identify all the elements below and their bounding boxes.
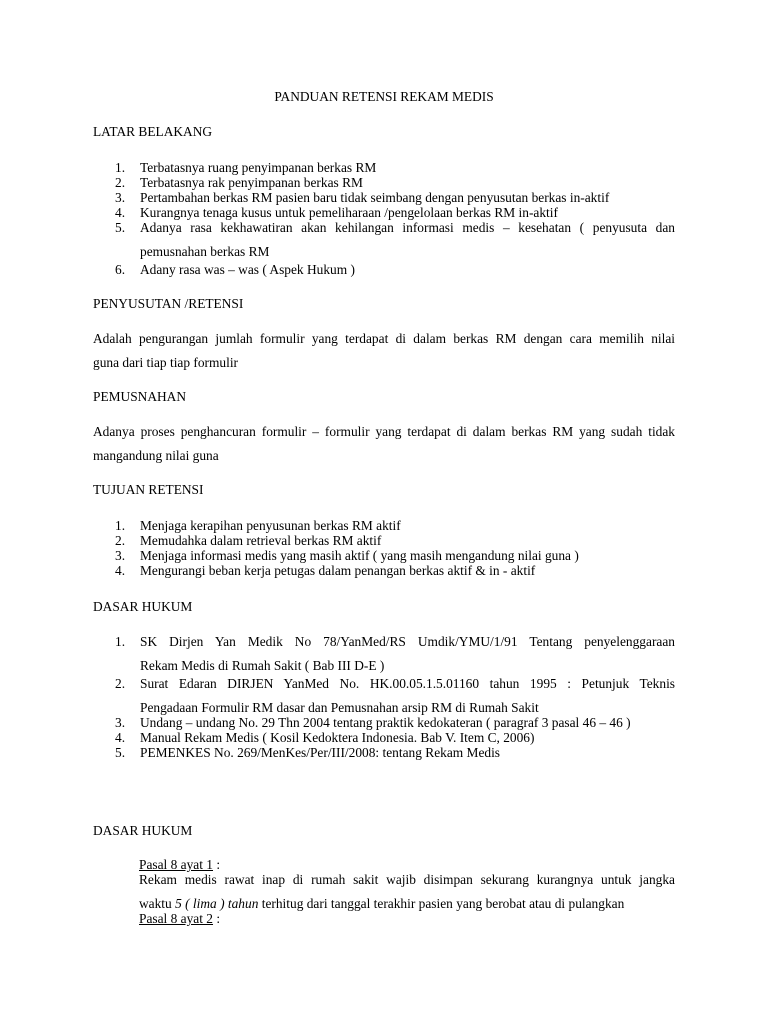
document-title: PANDUAN RETENSI REKAM MEDIS — [274, 89, 494, 104]
heading-tujuan-retensi: TUJUAN RETENSI — [93, 482, 204, 497]
list-item: 3. Undang – undang No. 29 Thn 2004 tentang praktik kedokateran ( paragraf 3 pasal 46 – 46 ) — [115, 715, 631, 730]
list-item: 5. PEMENKES No. 269/MenKes/Per/III/2008: tentang Rekam Medis — [115, 745, 501, 760]
dasar-hukum-list — [93, 634, 675, 760]
pasal-8-ayat-2: Pasal 8 ayat 2 : — [139, 911, 221, 926]
list-item: 6. Adany rasa was – was ( Aspek Hukum ) — [115, 262, 355, 277]
pasal-8-ayat-1-line1: Rekam medis rawat inap di rumah sakit wajib disimpan sekurang kurangnya untuk jangka — [139, 872, 675, 887]
list-item: 3. Menjaga informasi medis yang masih aktif ( yang masih mengandung nilai guna ) — [115, 548, 579, 563]
list-item: 1. Menjaga kerapihan penyusunan berkas RM aktif — [115, 518, 401, 533]
pasal-section — [139, 857, 675, 926]
tujuan-retensi-list — [93, 518, 675, 578]
list-item: 5. Adanya rasa kekhawatiran akan kehilangan informasi medis – kesehatan ( penyusuta dan pemusnahan berkas RM — [115, 220, 675, 259]
list-item: 2. Memudahka dalam retrieval berkas RM aktif — [115, 533, 382, 548]
list-item: 1. SK Dirjen Yan Medik No 78/YanMed/RS Umdik/YMU/1/91 Tentang penyelenggaraan Rekam Medis di Rumah Sakit ( Bab III D-E ) — [115, 634, 675, 673]
heading-latar-belakang: LATAR BELAKANG — [93, 124, 213, 139]
list-item: 3. Pertambahan berkas RM pasien baru tidak seimbang dengan penyusutan berkas in-aktif — [115, 190, 610, 205]
pasal-8-ayat-1-line2: waktu 5 ( lima ) tahun terhitug dari tanggal terakhir pasien yang berobat atau di pulangkan — [139, 896, 625, 911]
pemusnahan-paragraph: Adanya proses penghancuran formulir – formulir yang terdapat di dalam berkas RM yang sudah tidak mangandung nilai guna — [93, 424, 675, 463]
list-item: 4. Kurangnya tenaga kusus untuk pemeliharaan /pengelolaan berkas RM in-aktif — [115, 205, 558, 220]
heading-penyusutan-retensi: PENYUSUTAN /RETENSI — [93, 296, 244, 311]
list-item: 1. Terbatasnya ruang penyimpanan berkas RM — [115, 160, 377, 175]
heading-dasar-hukum-2: DASAR HUKUM — [93, 823, 193, 838]
pasal-8-ayat-1: Pasal 8 ayat 1 : — [139, 857, 221, 872]
penyusutan-paragraph: Adalah pengurangan jumlah formulir yang terdapat di dalam berkas RM dengan cara memilih nilai guna dari tiap tiap formulir — [93, 331, 675, 370]
latar-belakang-list — [93, 160, 675, 277]
list-item: 2. Terbatasnya rak penyimpanan berkas RM — [115, 175, 363, 190]
heading-dasar-hukum: DASAR HUKUM — [93, 599, 193, 614]
list-item: 4. Mengurangi beban kerja petugas dalam penangan berkas aktif & in - aktif — [115, 563, 536, 578]
list-item: 2. Surat Edaran DIRJEN YanMed No. HK.00.05.1.5.01160 tahun 1995 : Petunjuk Teknis Pengadaan Formulir RM dasar dan Pemusnahan arsip RM di Rumah Sakit — [115, 676, 675, 715]
heading-pemusnahan: PEMUSNAHAN — [93, 389, 187, 404]
list-item: 4. Manual Rekam Medis ( Kosil Kedoktera Indonesia. Bab V. Item C, 2006) — [115, 730, 535, 745]
